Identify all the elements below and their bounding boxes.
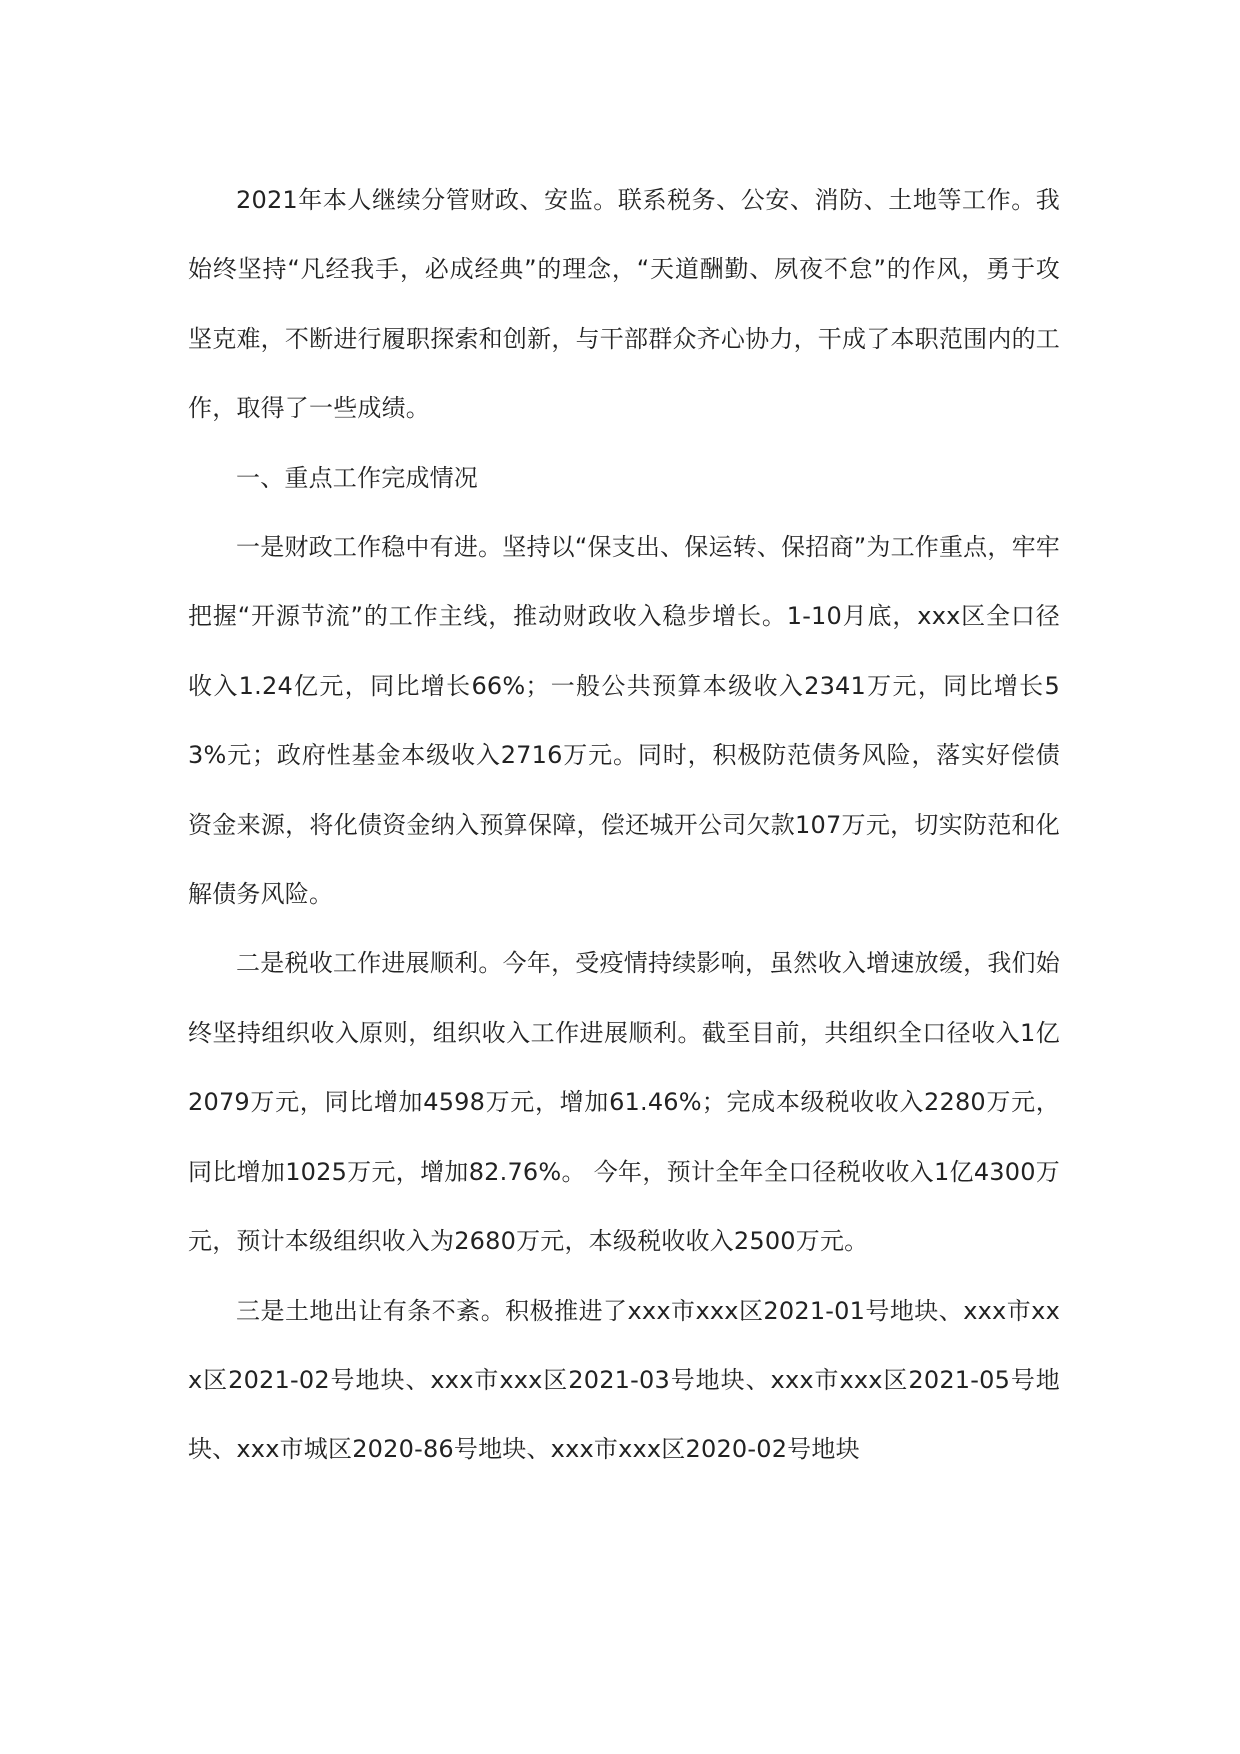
finance-paragraph: 一是财政工作稳中有进。坚持以“保支出、保运转、保招商”为工作重点，牢牢把握“开源节流”的工作主线，推动财政收入稳步增长。1-10月底，xxx区全口径收入1.24亿元，同比增长66%；一般公共预算本级收入2341万元，同比增长53%元；政府性基金本级收入2716万元。同时，积极防范债务风险，落实好偿债资金来源，将化债资金纳入预算保障，偿还城开公司欠款107万元，切实防范和化解债务风险。 <box>188 533 1060 909</box>
tax-paragraph: 二是税收工作进展顺利。今年，受疫情持续影响，虽然收入增速放缓，我们始终坚持组织收入原则，组织收入工作进展顺利。截至目前，共组织全口径收入1亿2079万元，同比增加4598万元，增加61.46%；完成本级税收收入2280万元，同比增加1025万元，增加82.76%。 今年，预计全年全口径税收收入1亿4300万元，预计本级组织收入为2680万元，本级税收收入2500万元。 <box>188 949 1060 1256</box>
section-heading: 一、重点工作完成情况 <box>236 463 478 492</box>
document-body <box>188 166 1060 1485</box>
intro-paragraph: 2021年本人继续分管财政、安监。联系税务、公安、消防、土地等工作。我始终坚持“凡经我手，必成经典”的理念，“天道酬勤、夙夜不怠”的作风，勇于攻坚克难，不断进行履职探索和创新，与干部群众齐心协力，干成了本职范围内的工作，取得了一些成绩。 <box>188 186 1060 423</box>
land-paragraph: 三是土地出让有条不紊。积极推进了xxx市xxx区2021-01号地块、xxx市xxx区2021-02号地块、xxx市xxx区2021-03号地块、xxx市xxx区2021-05号地块、xxx市城区2020-86号地块、xxx市xxx区2020-02号地块 <box>188 1296 1060 1464</box>
